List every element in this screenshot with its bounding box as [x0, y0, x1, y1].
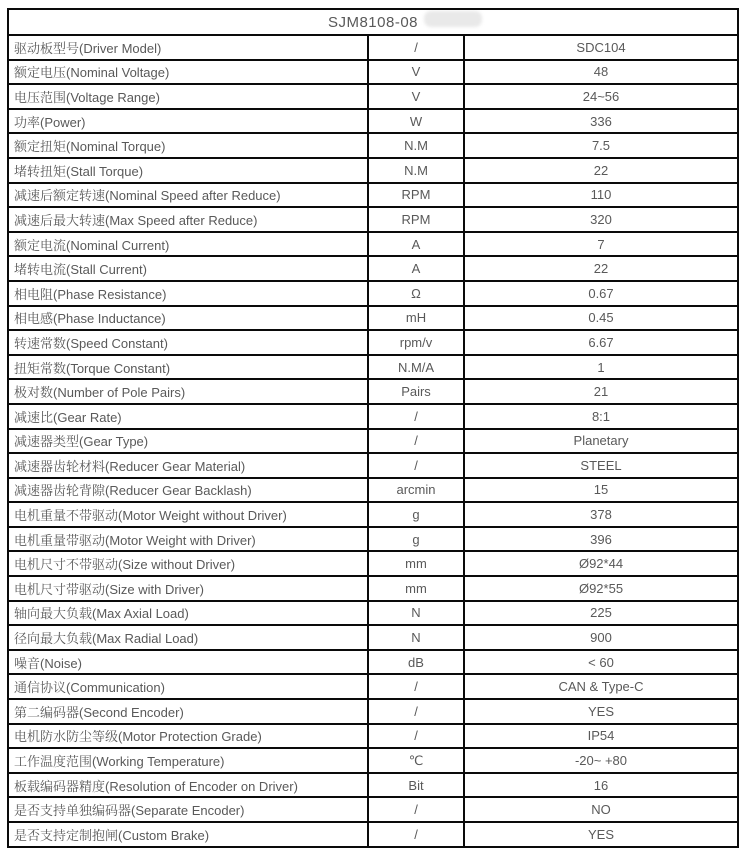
unit-cell: Bit [368, 773, 464, 798]
param-cell: 电机尺寸带驱动(Size with Driver) [8, 576, 368, 601]
value-cell: 0.67 [464, 281, 738, 306]
value-cell: 22 [464, 256, 738, 281]
param-cell: 电机防水防尘等级(Motor Protection Grade) [8, 724, 368, 749]
param-cell: 相电阻(Phase Resistance) [8, 281, 368, 306]
value-cell: 6.67 [464, 330, 738, 355]
table-row [8, 478, 738, 503]
value-cell: 21 [464, 379, 738, 404]
param-cell: 驱动板型号(Driver Model) [8, 35, 368, 60]
table-row [8, 35, 738, 60]
unit-cell: / [368, 35, 464, 60]
value-cell: NO [464, 797, 738, 822]
unit-cell: ℃ [368, 748, 464, 773]
table-row [8, 404, 738, 429]
table-row [8, 625, 738, 650]
param-cell: 扭矩常数(Torque Constant) [8, 355, 368, 380]
table-row [8, 551, 738, 576]
table-row [8, 133, 738, 158]
table-row [8, 601, 738, 626]
table-row [8, 674, 738, 699]
value-cell: 110 [464, 183, 738, 208]
param-cell: 是否支持定制抱闸(Custom Brake) [8, 822, 368, 847]
table-row [8, 773, 738, 798]
table-row [8, 453, 738, 478]
value-cell: 24~56 [464, 84, 738, 109]
unit-cell: A [368, 256, 464, 281]
value-cell: 225 [464, 601, 738, 626]
value-cell: 22 [464, 158, 738, 183]
param-cell: 功率(Power) [8, 109, 368, 134]
unit-cell: / [368, 674, 464, 699]
param-cell: 相电感(Phase Inductance) [8, 306, 368, 331]
spec-table-body [8, 35, 738, 847]
value-cell: IP54 [464, 724, 738, 749]
unit-cell: mH [368, 306, 464, 331]
value-cell: 48 [464, 60, 738, 85]
value-cell: 900 [464, 625, 738, 650]
table-row [8, 355, 738, 380]
param-cell: 减速后最大转速(Max Speed after Reduce) [8, 207, 368, 232]
table-title [8, 9, 738, 35]
unit-cell: N [368, 625, 464, 650]
table-row [8, 502, 738, 527]
highlight-smudge [424, 11, 482, 27]
value-cell: 15 [464, 478, 738, 503]
table-row [8, 109, 738, 134]
param-cell: 额定电流(Nominal Current) [8, 232, 368, 257]
param-cell: 径向最大负载(Max Radial Load) [8, 625, 368, 650]
table-row [8, 576, 738, 601]
motor-spec-table [7, 8, 739, 848]
table-row [8, 379, 738, 404]
param-cell: 额定扭矩(Nominal Torque) [8, 133, 368, 158]
unit-cell: N [368, 601, 464, 626]
param-cell: 减速器齿轮材料(Reducer Gear Material) [8, 453, 368, 478]
value-cell: YES [464, 822, 738, 847]
table-header-row [8, 9, 738, 35]
value-cell: 1 [464, 355, 738, 380]
param-cell: 极对数(Number of Pole Pairs) [8, 379, 368, 404]
unit-cell: arcmin [368, 478, 464, 503]
value-cell: < 60 [464, 650, 738, 675]
table-row [8, 527, 738, 552]
param-cell: 轴向最大负载(Max Axial Load) [8, 601, 368, 626]
table-row [8, 748, 738, 773]
param-cell: 电机重量不带驱动(Motor Weight without Driver) [8, 502, 368, 527]
unit-cell: V [368, 84, 464, 109]
value-cell: Planetary [464, 429, 738, 454]
param-cell: 转速常数(Speed Constant) [8, 330, 368, 355]
unit-cell: Ω [368, 281, 464, 306]
param-cell: 第二编码器(Second Encoder) [8, 699, 368, 724]
table-row [8, 183, 738, 208]
unit-cell: g [368, 527, 464, 552]
table-row [8, 650, 738, 675]
unit-cell: N.M [368, 158, 464, 183]
unit-cell: / [368, 429, 464, 454]
unit-cell: A [368, 232, 464, 257]
unit-cell: RPM [368, 207, 464, 232]
unit-cell: dB [368, 650, 464, 675]
value-cell: STEEL [464, 453, 738, 478]
table-row [8, 256, 738, 281]
unit-cell: Pairs [368, 379, 464, 404]
value-cell: Ø92*44 [464, 551, 738, 576]
value-cell: 336 [464, 109, 738, 134]
unit-cell: W [368, 109, 464, 134]
table-row [8, 207, 738, 232]
unit-cell: N.M/A [368, 355, 464, 380]
param-cell: 减速比(Gear Rate) [8, 404, 368, 429]
value-cell: 16 [464, 773, 738, 798]
value-cell: CAN & Type-C [464, 674, 738, 699]
value-cell: 8:1 [464, 404, 738, 429]
unit-cell: / [368, 699, 464, 724]
unit-cell: g [368, 502, 464, 527]
param-cell: 减速器齿轮背隙(Reducer Gear Backlash) [8, 478, 368, 503]
table-row [8, 158, 738, 183]
unit-cell: N.M [368, 133, 464, 158]
unit-cell: rpm/v [368, 330, 464, 355]
table-row [8, 330, 738, 355]
param-cell: 堵转扭矩(Stall Torque) [8, 158, 368, 183]
param-cell: 减速后额定转速(Nominal Speed after Reduce) [8, 183, 368, 208]
value-cell: 396 [464, 527, 738, 552]
param-cell: 电压范围(Voltage Range) [8, 84, 368, 109]
table-row [8, 822, 738, 847]
param-cell: 电机重量带驱动(Motor Weight with Driver) [8, 527, 368, 552]
param-cell: 堵转电流(Stall Current) [8, 256, 368, 281]
param-cell: 噪音(Noise) [8, 650, 368, 675]
unit-cell: / [368, 404, 464, 429]
param-cell: 减速器类型(Gear Type) [8, 429, 368, 454]
table-row [8, 699, 738, 724]
table-row [8, 60, 738, 85]
value-cell: YES [464, 699, 738, 724]
value-cell: SDC104 [464, 35, 738, 60]
table-row [8, 84, 738, 109]
unit-cell: / [368, 822, 464, 847]
value-cell: 320 [464, 207, 738, 232]
param-cell: 电机尺寸不带驱动(Size without Driver) [8, 551, 368, 576]
model-name: SJM8108-08 [327, 13, 419, 31]
unit-cell: mm [368, 551, 464, 576]
param-cell: 通信协议(Communication) [8, 674, 368, 699]
unit-cell: mm [368, 576, 464, 601]
unit-cell: / [368, 724, 464, 749]
table-row [8, 232, 738, 257]
table-row [8, 797, 738, 822]
unit-cell: V [368, 60, 464, 85]
param-cell: 板载编码器精度(Resolution of Encoder on Driver) [8, 773, 368, 798]
param-cell: 额定电压(Nominal Voltage) [8, 60, 368, 85]
unit-cell: / [368, 797, 464, 822]
value-cell: -20~ +80 [464, 748, 738, 773]
value-cell: Ø92*55 [464, 576, 738, 601]
table-row [8, 429, 738, 454]
table-row [8, 281, 738, 306]
unit-cell: RPM [368, 183, 464, 208]
table-row [8, 724, 738, 749]
table-row [8, 306, 738, 331]
value-cell: 7.5 [464, 133, 738, 158]
value-cell: 0.45 [464, 306, 738, 331]
value-cell: 7 [464, 232, 738, 257]
param-cell: 工作温度范围(Working Temperature) [8, 748, 368, 773]
param-cell: 是否支持单独编码器(Separate Encoder) [8, 797, 368, 822]
unit-cell: / [368, 453, 464, 478]
value-cell: 378 [464, 502, 738, 527]
